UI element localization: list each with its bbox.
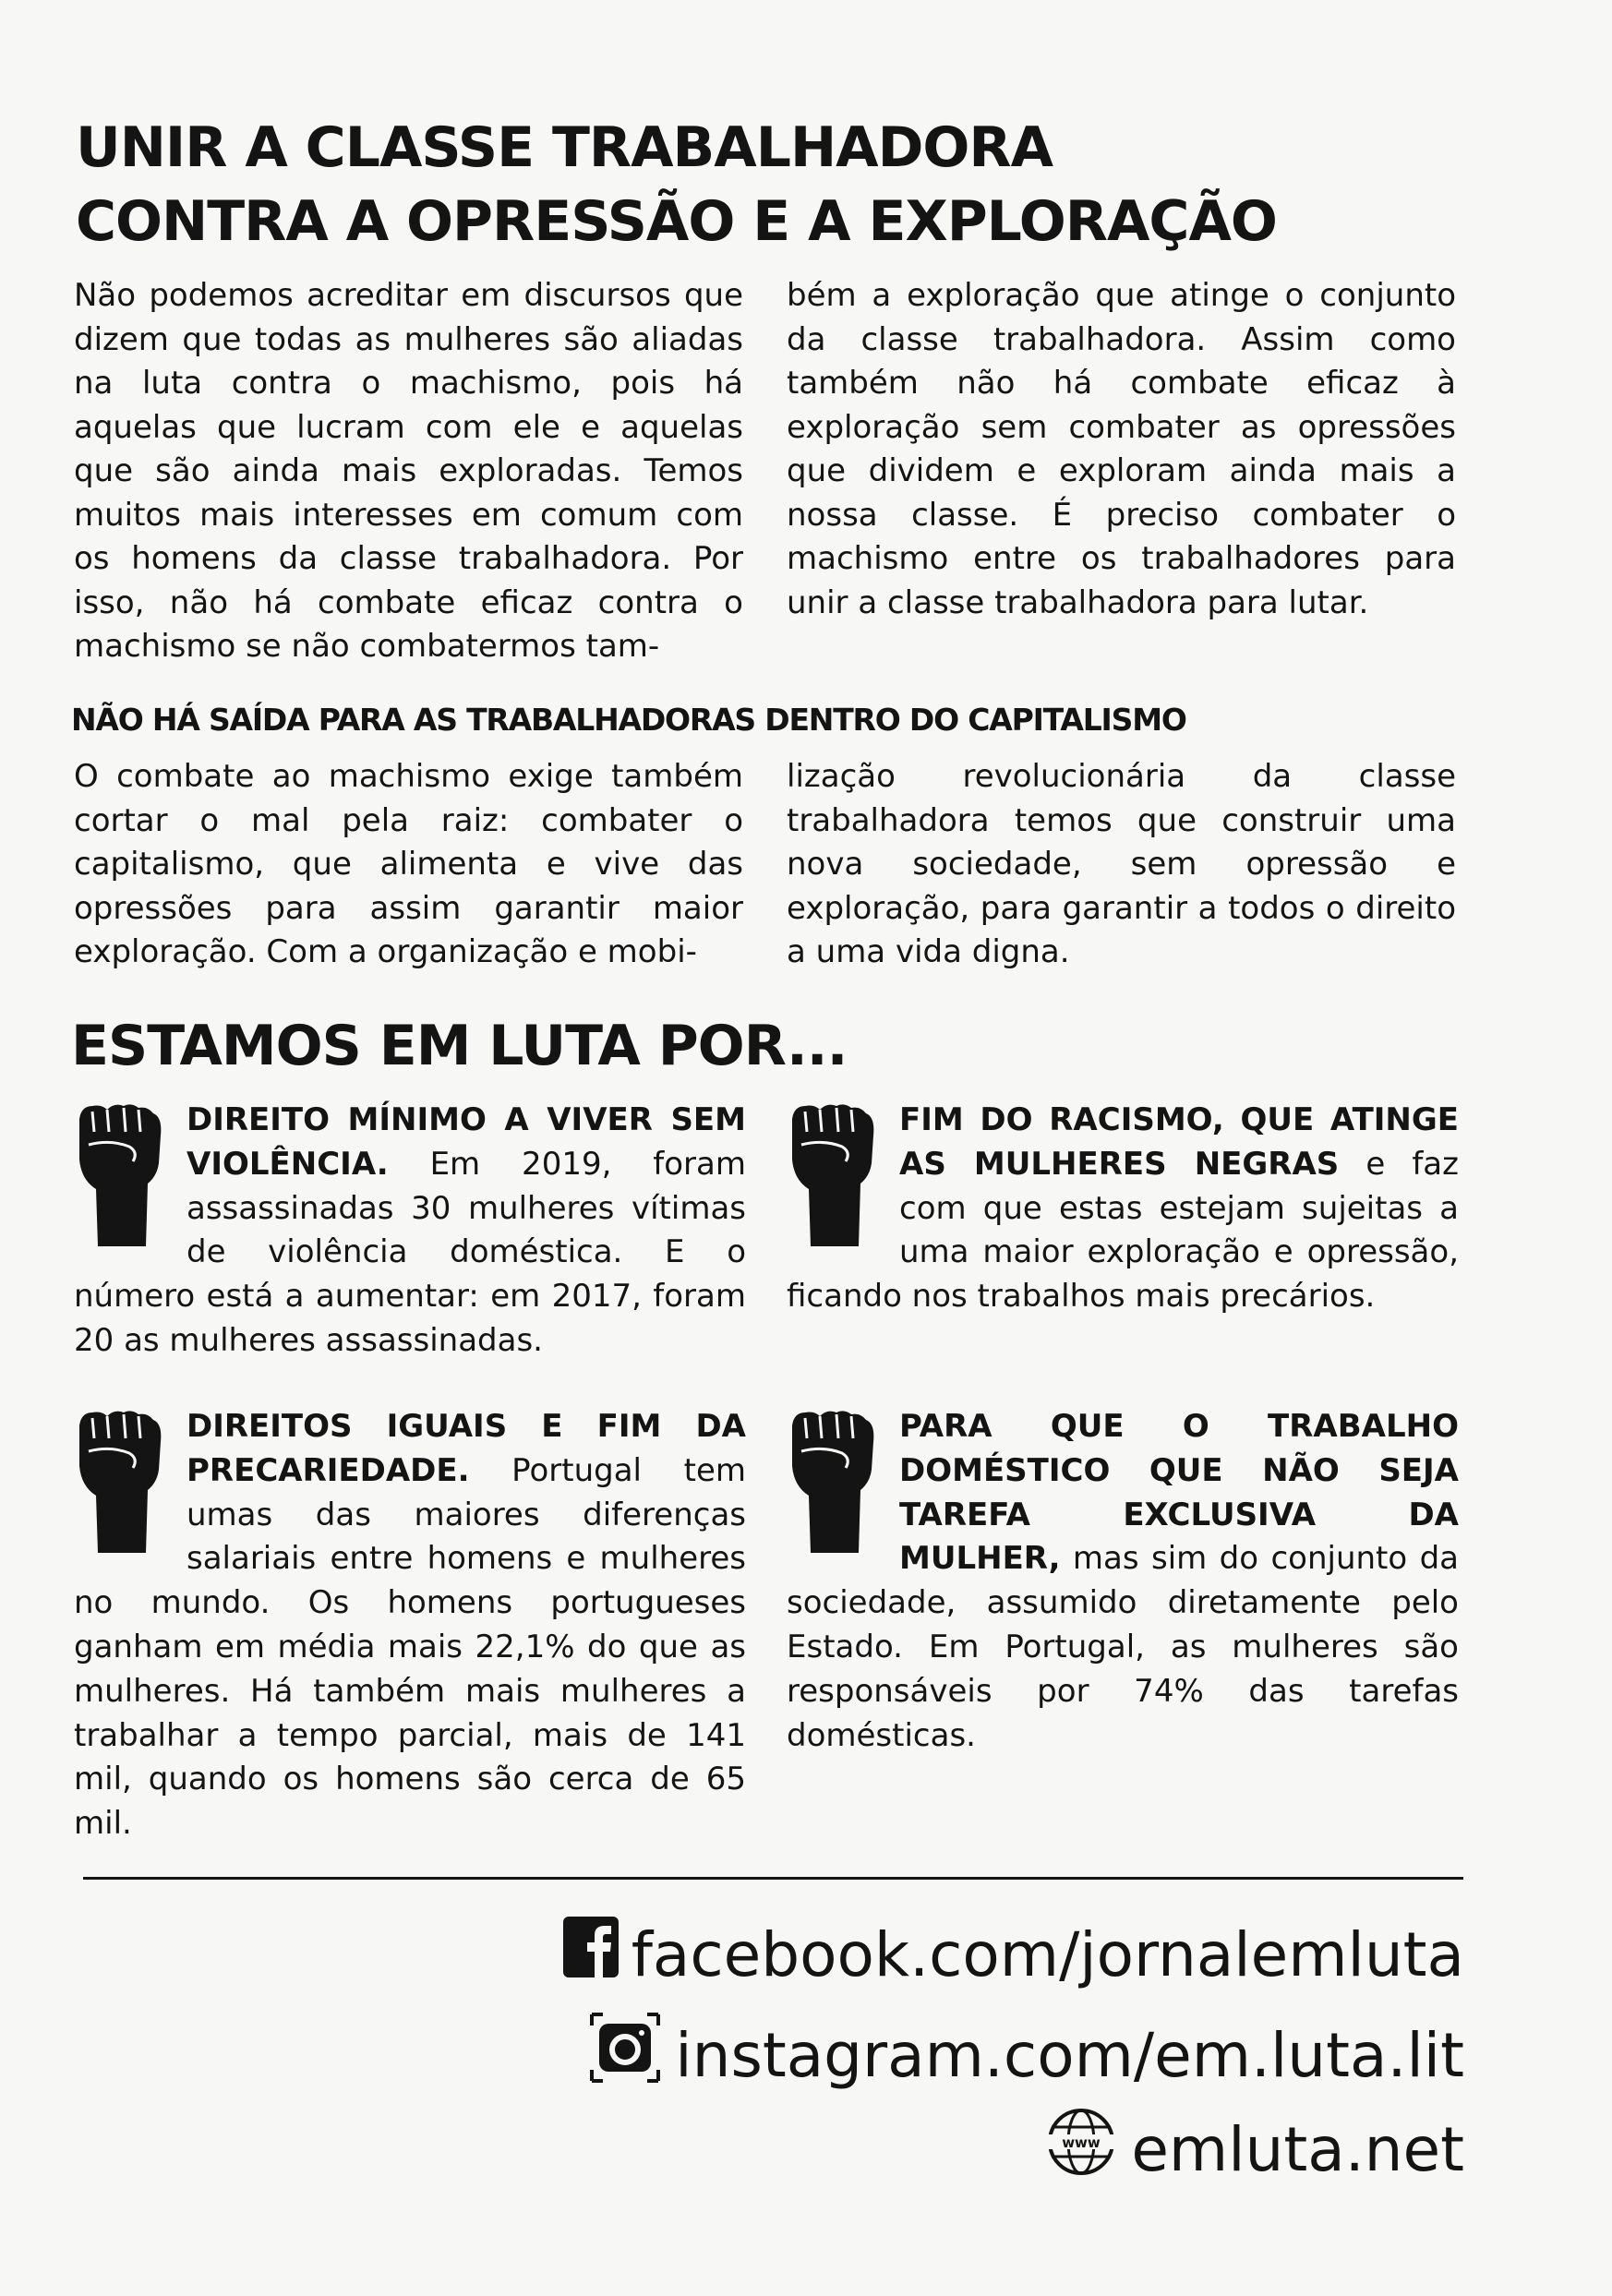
- website-url: emluta.net: [1131, 2114, 1464, 2185]
- section1-paragraph-right: bém a exploração que atinge o conjunto da classe trabalhadora. Assim como também não há combate eficaz à exploração sem combater as opressões que dividem e exploram ainda mais a nossa classe. É preciso combater o machismo entre os trabalhadores para unir a classe trabalhadora para lutar.: [787, 277, 1456, 621]
- demand-item-violence: [74, 1099, 746, 1364]
- demand-title: DIREITO MÍNIMO A VIVER SEM VIOLÊNCIA.: [186, 1101, 746, 1183]
- globe-www-text: www: [1062, 2134, 1101, 2151]
- section-title-line1: UNIR A CLASSE TRABALHADORA: [76, 115, 1053, 180]
- demand-text: mas sim do conjunto da sociedade, assumido diretamente pelo Estado. Em Portugal, as mulheres são responsáveis por 74% das tarefas domésticas.: [787, 1540, 1459, 1754]
- demand-title: PARA QUE O TRABALHO DOMÉSTICO QUE NÃO SEJA TAREFA EXCLUSIVA DA MULHER,: [899, 1408, 1459, 1578]
- raised-fist-icon: [787, 1099, 890, 1256]
- demand-item-racism: [787, 1099, 1459, 1319]
- demand-text: e faz com que estas estejam sujeitas a uma maior exploração e opressão, ficando nos trabalhos mais precários.: [787, 1145, 1459, 1316]
- raised-fist-icon: [74, 1099, 177, 1256]
- website-link[interactable]: [1044, 2105, 1464, 2195]
- section1-column-left: [74, 274, 743, 669]
- facebook-link[interactable]: [563, 1917, 1464, 1994]
- section-title-capitalism: NÃO HÁ SAÍDA PARA AS TRABALHADORAS DENTRO DO CAPITALISMO: [71, 702, 1186, 738]
- facebook-icon: [563, 1917, 619, 1994]
- section2-paragraph-left: O combate ao machismo exige também cortar o mal pela raiz: combater o capitalismo, que alimenta e vive das opressões para assim garantir maior exploração. Com a organização e mobi-: [74, 758, 743, 970]
- demand-text: Portugal tem umas das maiores diferenças salariais entre homens e mulheres no mundo. Os homens portugueses ganham em média mais 22,1% do que as mulheres. Há também mais mulheres a trabalhar a tempo parcial, mais de 141 mil, quando os homens são cerca de 65 mil.: [74, 1451, 746, 1843]
- section1-column-right: [787, 274, 1456, 625]
- footer-divider: [83, 1877, 1463, 1880]
- instagram-link[interactable]: [588, 2011, 1464, 2101]
- demand-title: FIM DO RACISMO, QUE ATINGE AS MULHERES NEGRAS: [899, 1101, 1459, 1183]
- section2-column-right: [787, 755, 1456, 975]
- section-title-unite: [76, 111, 1461, 258]
- raised-fist-icon: [74, 1405, 177, 1562]
- section1-paragraph-left: Não podemos acreditar em discursos que dizem que todas as mulheres são aliadas na luta contra o machismo, pois há aquelas que lucram com ele e aquelas que são ainda mais exploradas. Temos muitos mais interesses em comum com os homens da classe trabalhadora. Por isso, não há combate eficaz contra o machismo se não combatermos tam-: [74, 277, 743, 665]
- demand-title: DIREITOS IGUAIS E FIM DA PRECARIEDADE.: [186, 1408, 746, 1489]
- section2-column-left: [74, 755, 743, 975]
- demand-item-domestic-work: [787, 1405, 1459, 1758]
- demand-text: Em 2019, foram assassinadas 30 mulheres vítimas de violência doméstica. E o número está a aumentar: em 2017, foram 20 as mulheres assassinadas.: [74, 1145, 746, 1359]
- section-title-struggle: ESTAMOS EM LUTA POR...: [71, 1014, 848, 1078]
- instagram-url: instagram.com/em.luta.lit: [675, 2020, 1464, 2091]
- facebook-url: facebook.com/jornalemluta: [631, 1919, 1464, 1990]
- demand-item-equal-rights: [74, 1405, 746, 1846]
- section-title-line2: CONTRA A OPRESSÃO E A EXPLORAÇÃO: [76, 189, 1277, 254]
- instagram-icon: [588, 2011, 662, 2101]
- section2-paragraph-right: lização revolucionária da classe trabalhadora temos que construir uma nova sociedade, sem opressão e exploração, para garantir a todos o direito a uma vida digna.: [787, 758, 1456, 970]
- globe-www-icon: [1044, 2105, 1118, 2195]
- raised-fist-icon: [787, 1405, 890, 1562]
